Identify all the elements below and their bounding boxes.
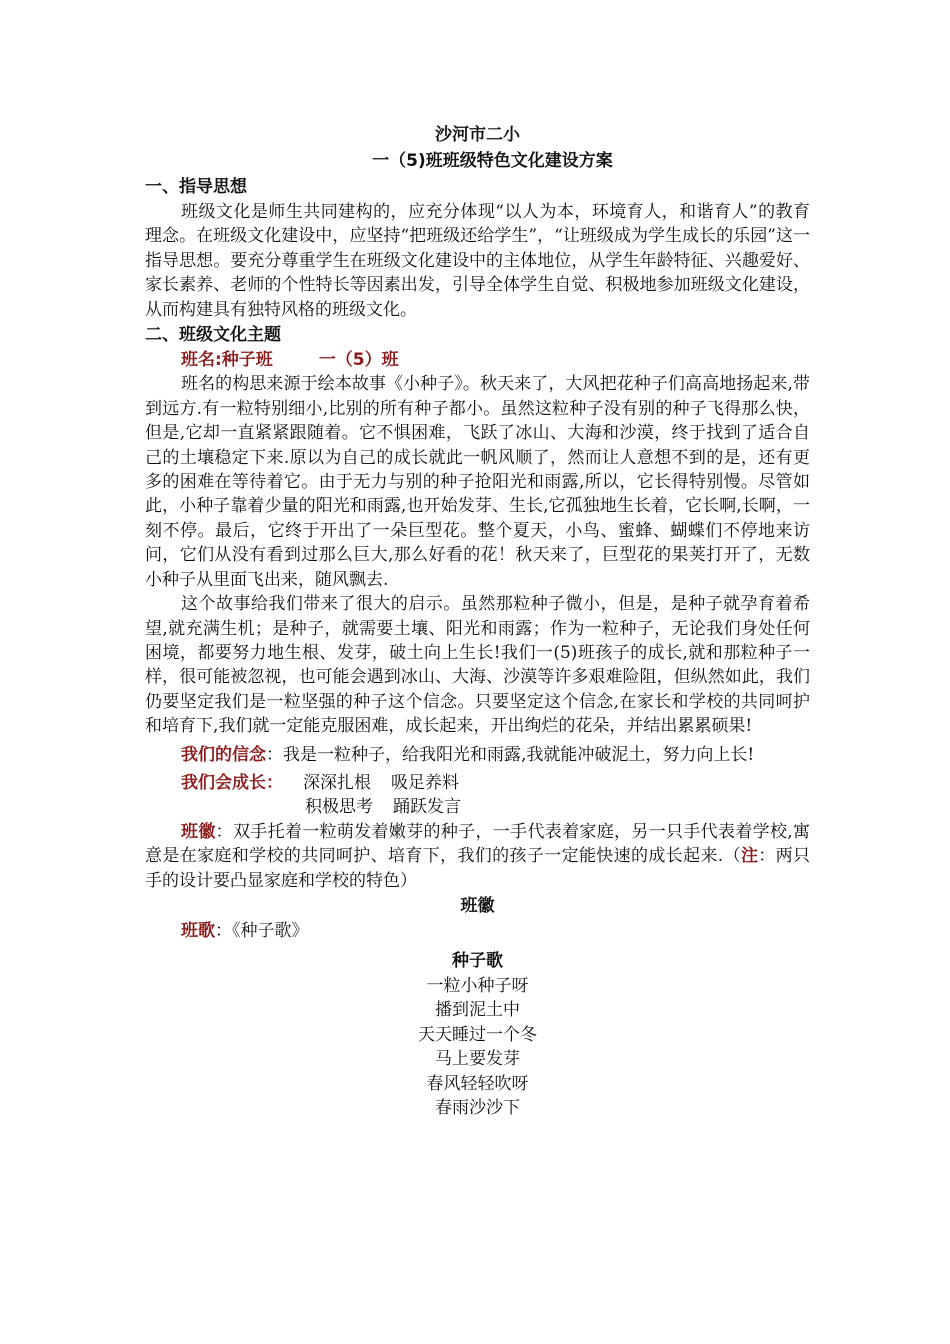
- section-2-heading: 二、班级文化主题: [145, 325, 281, 346]
- badge-caption: 班徽: [460, 895, 495, 916]
- document-body: [145, 122, 810, 1121]
- document-title: 一（5)班班级特色文化建设方案: [372, 151, 613, 171]
- lyric-line: 马上要发芽: [435, 1049, 520, 1070]
- badge-paragraph: [145, 820, 810, 893]
- class-name-label: 班名:种子班: [181, 350, 273, 371]
- lyric-line: 天天睡过一个冬: [418, 1024, 537, 1045]
- section-1-paragraph: 班级文化是师生共同建构的，应充分体现“以人为本，环境育人，和谐育人”的教育理念。在班级文化建设中，应坚持“把班级还给学生”，“让班级成为学生成长的乐园”这一指导思想。要充分尊重学生在班级文化建设中的主体地位，从学生年龄特征、兴趣爱好、家长素养、老师的个性特长等因素出发，引导全体学生自觉、积极地参加班级文化建设，从而构建具有独特风格的班级文化。: [145, 202, 810, 320]
- class-name-line: [145, 348, 810, 372]
- grow-line-1: [145, 771, 810, 795]
- lyric-line: 春风轻轻吹呀: [426, 1073, 529, 1094]
- school-name: 沙河市二小: [435, 125, 520, 145]
- belief-text: ：我是一粒种子，给我阳光和雨露,我就能冲破泥土，努力向上长!: [266, 744, 755, 765]
- grow-item: 吸足养料: [391, 772, 459, 793]
- song-title: 种子歌: [452, 951, 503, 972]
- badge-label: 班徽: [181, 821, 216, 842]
- belief-label: 我们的信念: [181, 744, 266, 765]
- badge-text: ：双手托着一粒萌发着嫩芽的种子，一手代表着家庭，另一只手代表着学校,寓意是在家庭和学校的共同呵护、培育下，我们的孩子一定能快速的成长起来.（: [145, 821, 811, 867]
- grow-line-2: [145, 795, 810, 819]
- belief-paragraph: [145, 743, 810, 767]
- grow-item: 积极思考: [305, 797, 373, 818]
- song-label: 班歌: [181, 920, 215, 941]
- lyric-line: 播到泥土中: [435, 1000, 520, 1021]
- grow-item: 深深扎根: [303, 772, 371, 793]
- note-label: 注: [740, 846, 759, 867]
- lyric-line: 春雨沙沙下: [435, 1098, 520, 1119]
- lyric-line: 一粒小种子呀: [426, 975, 529, 996]
- song-reference: ：《种子歌》: [215, 920, 309, 941]
- section-1-heading: 一、指导思想: [145, 177, 247, 197]
- story-paragraph: 班名的构思来源于绘本故事《小种子》。秋天来了，大风把花种子们高高地扬起来,带到远方.有一粒特别细小,比别的所有种子都小。虽然这粒种子没有别的种子飞得那么快，但是,它却一直紧紧跟随着。它不惧困难，飞跃了冰山、大海和沙漠，终于找到了适合自己的土壤稳定下来.原以为自己的成长就此一帆风顺了，然而让人意想不到的是，还有更多的困难在等待着它。由于无力与别的种子抢阳光和雨露,所以，它长得特别慢。尽管如此，小种子靠着少量的阳光和雨露,也开始发芽、生长,它孤独地生长着，它长啊,长啊，一刻不停。最后，它终于开出了一朵巨型花。整个夏天，小鸟、蜜蜂、蝴蝶们不停地来访问，它们从没有看到过那么巨大,那么好看的花！秋天来了，巨型花的果荚打开了，无数小种子从里面飞出来，随风飘去.: [145, 374, 810, 590]
- inspiration-paragraph: 这个故事给我们带来了很大的启示。虽然那粒种子微小，但是，是种子就孕育着希望,就充满生机；是种子，就需要土壤、阳光和雨露；作为一粒种子，无论我们身处任何困境，都要努力地生根、发芽，破土向上生长!我们一(5)班孩子的成长,就和那粒种子一样，很可能被忽视，也可能会遇到冰山、大海、沙漠等许多艰难险阻，但纵然如此，我们仍要坚定我们是一粒坚强的种子这个信念。只要坚定这个信念,在家长和学校的共同呵护和培育下,我们就一定能克服困难，成长起来，开出绚烂的花朵，并结出累累硕果!: [145, 594, 810, 737]
- class-name-value: 一（5）班: [318, 350, 399, 371]
- song-line: [145, 919, 810, 943]
- grow-item: 踊跃发言: [393, 797, 461, 818]
- note-text: ：两只手的设计要凸显家庭和学校的特色）: [145, 846, 811, 891]
- grow-label: 我们会成长：: [181, 772, 283, 793]
